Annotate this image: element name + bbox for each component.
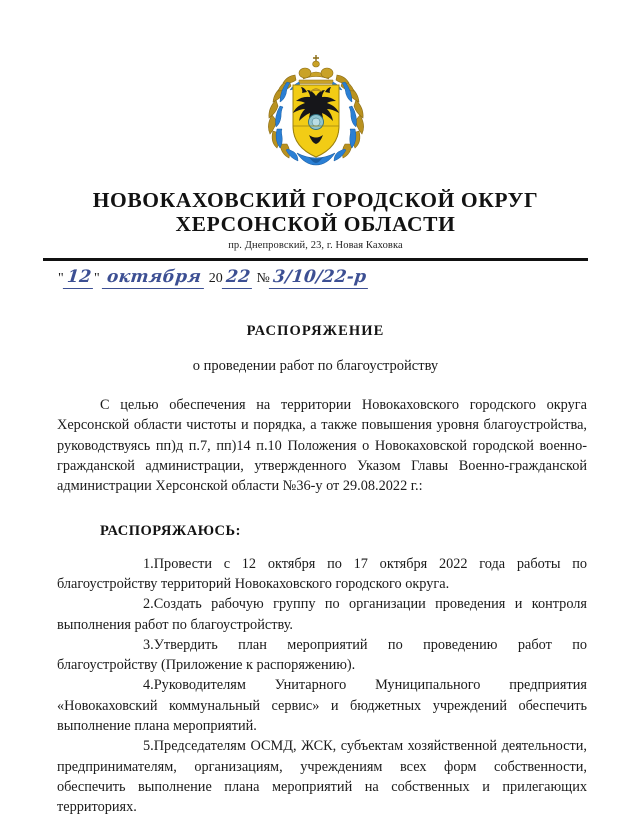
date-and-number-line (0, 267, 631, 301)
organization-title (0, 188, 631, 236)
item-number: 5. (143, 738, 154, 755)
item-text: Провести с 12 октября по 17 октября 2022 года работы по благоустройству территорий Новокаховского городского округа. (57, 555, 587, 592)
document-subtitle: о проведении работ по благоустройству (192, 358, 439, 375)
item-number: 4. (143, 677, 154, 694)
number-sign: № (256, 271, 270, 287)
header-block (0, 188, 631, 251)
item-text: Создать рабочую группу по организации проведения и контроля выполнения работ по благоустройству. (57, 596, 587, 633)
list-item (57, 675, 587, 736)
year-prefix: 20 (208, 271, 223, 287)
item-text: Председателям ОСМД, ЖСК, субъектам хозяйственной деятельности, предпринимателям, организациям, учреждениям всех форм собственности, обеспечить выполнение плана мероприятий на собственных и прилегающих территориях. (57, 738, 587, 816)
quote-open: " (58, 271, 64, 287)
ordered-items-list (57, 554, 587, 818)
item-text: Руководителям Унитарного Муниципального предприятия «Новокаховский коммунальный сервис» и бюджетных учреждений обеспечить выполнение плана мероприятий. (57, 677, 587, 735)
item-number: 3. (143, 636, 154, 653)
item-number: 1. (143, 555, 154, 572)
org-title-line-1: НОВОКАХОВСКИЙ ГОРОДСКОЙ ОКРУГ (92, 188, 539, 212)
list-item (57, 554, 587, 595)
list-item (57, 635, 587, 676)
document-body (0, 395, 631, 817)
list-item (57, 736, 587, 817)
handwritten-day: 12 (63, 267, 96, 289)
quote-close: " (93, 271, 100, 287)
resolve-heading: РАСПОРЯЖАЮСЬ: (100, 522, 241, 539)
list-item (57, 594, 587, 635)
coat-of-arms-icon (257, 52, 375, 168)
header-divider-rule (43, 258, 588, 261)
document-title: РАСПОРЯЖЕНИЕ (246, 323, 385, 340)
preamble-paragraph: С целью обеспечения на территории Новокаховского городского округа Херсонской области чистоты и порядка, а также повышения уровня благоустройства, руководствуясь пп)д п.7, пп)14 п.10 Положения о Новокаховской городской военно-гражданской администрации, утвержденного Указом Главы Военно-гражданской администрации Херсонской области №36-у от 29.08.2022 г.: (57, 397, 587, 495)
org-title-line-2: ХЕРСОНСКОЙ ОБЛАСТИ (175, 212, 456, 237)
item-text: Утвердить план мероприятий по проведению работ по благоустройству (Приложение к распоряжению). (57, 636, 587, 674)
item-number: 2. (143, 596, 154, 613)
emblem-container (0, 0, 631, 168)
handwritten-year: 22 (222, 267, 255, 289)
organization-address: пр. Днепровский, 23, г. Новая Каховка (228, 240, 403, 252)
handwritten-month: октября (102, 267, 206, 289)
handwritten-document-number: 3/10/22-р (269, 267, 371, 289)
